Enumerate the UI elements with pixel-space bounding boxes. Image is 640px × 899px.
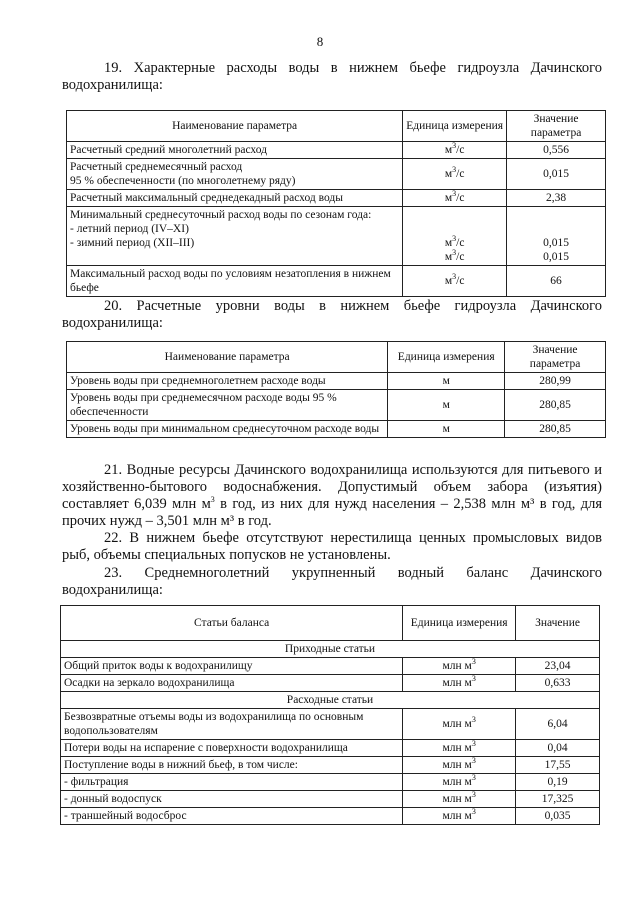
- table-row: [61, 808, 600, 825]
- unit-cell: $м^3/с$: [403, 159, 507, 190]
- table-20-body: [67, 373, 606, 438]
- table-23-header-param: Статьи баланса: [61, 606, 403, 641]
- section-21-text: Водные ресурсы Дачинского водохранилища используются для питьевого и хозяйственно-бытового водоснабжения. Допустимый объем забора (изъятия) составляет 6,039 млн $м^3$ в год, из них для нужд населения – 2,538 млн м³ в год, для прочих нужд – 3,501 млн м³ в год.: [62, 462, 602, 529]
- value-cell: 0,633: [516, 675, 600, 692]
- table-row: [61, 658, 600, 675]
- table-19: [66, 110, 606, 297]
- unit-cell: млн $м^3$: [403, 791, 516, 808]
- value-cell: 0,04: [516, 740, 600, 757]
- param-cell: Расчетный максимальный среднедекадный расход воды: [67, 190, 403, 207]
- value-cell: 2,38: [507, 190, 606, 207]
- param-cell: Уровень воды при среднемноголетнем расходе воды: [67, 373, 388, 390]
- unit-cell: м: [388, 373, 505, 390]
- section-22: [62, 530, 602, 564]
- table-row: [67, 373, 606, 390]
- page-number: 8: [316, 34, 324, 49]
- unit-cell: м: [388, 390, 505, 421]
- unit-cell: млн $м^3$: [403, 675, 516, 692]
- table-row: [61, 675, 600, 692]
- section-22-text: В нижнем бьефе отсутствуют нерестилища ценных промысловых видов рыб, объемы специальных попусков не установлены.: [62, 530, 602, 563]
- section-20-title-text: Расчетные уровни воды в нижнем бьефе гидроузла Дачинского водохранилища:: [62, 298, 603, 331]
- value-cell: 0,015 0,015: [507, 207, 606, 266]
- param-cell: Уровень воды при среднемесячном расходе воды 95 % обеспеченности: [67, 390, 388, 421]
- table-row: [61, 740, 600, 757]
- section-23-title-text: Среднемноголетний укрупненный водный баланс Дачинского водохранилища:: [62, 565, 602, 598]
- section-22-number: 22.: [104, 530, 123, 546]
- value-cell: 17,55: [516, 757, 600, 774]
- table-23-body: [61, 641, 600, 825]
- unit-cell: млн $м^3$: [403, 740, 516, 757]
- unit-cell: $м^3/с$: [403, 190, 507, 207]
- param-cell: Потери воды на испарение с поверхности водохранилища: [61, 740, 403, 757]
- unit-cell: млн $м^3$: [403, 757, 516, 774]
- section-20-title: [62, 298, 602, 332]
- table-row: [61, 757, 600, 774]
- unit-cell: $м^3/с$ $м^3/с$: [403, 207, 507, 266]
- table-row: [67, 159, 606, 190]
- table-row: [67, 142, 606, 159]
- unit-cell: $м^3/с$: [403, 266, 507, 297]
- value-cell: 0,556: [507, 142, 606, 159]
- table-section-row: [61, 641, 600, 658]
- param-cell: - траншейный водосброс: [61, 808, 403, 825]
- table-20-header: [67, 342, 606, 373]
- value-cell: 17,325: [516, 791, 600, 808]
- section-20-number: 20.: [104, 298, 123, 314]
- table-row: [67, 421, 606, 438]
- table-23-header: [61, 606, 600, 641]
- section-21-number: 21.: [104, 462, 123, 478]
- value-cell: 0,19: [516, 774, 600, 791]
- unit-cell: млн $м^3$: [403, 658, 516, 675]
- table-23: [60, 605, 600, 825]
- value-cell: 0,015: [507, 159, 606, 190]
- section-19-title-text: Характерные расходы воды в нижнем бьефе гидроузла Дачинского водохранилища:: [62, 60, 603, 93]
- value-cell: 23,04: [516, 658, 600, 675]
- section-heading: Приходные статьи: [61, 641, 600, 658]
- section-23-title: [62, 565, 602, 599]
- param-cell: Максимальный расход воды по условиям незатопления в нижнем бьефе: [67, 266, 403, 297]
- param-cell: - донный водоспуск: [61, 791, 403, 808]
- unit-cell: млн $м^3$: [403, 774, 516, 791]
- value-cell: 0,035: [516, 808, 600, 825]
- section-21: [62, 462, 602, 530]
- param-cell: Безвозвратные отъемы воды из водохранилища по основным водопользователям: [61, 709, 403, 740]
- unit-cell: млн $м^3$: [403, 808, 516, 825]
- param-cell: Расчетный среднемесячный расход 95 % обеспеченности (по многолетнему ряду): [67, 159, 403, 190]
- value-cell: 280,99: [505, 373, 606, 390]
- table-23-header-unit: Единица измерения: [403, 606, 516, 641]
- table-20-header-param: Наименование параметра: [67, 342, 388, 373]
- table-row: [61, 709, 600, 740]
- param-cell: - фильтрация: [61, 774, 403, 791]
- unit-cell: м: [388, 421, 505, 438]
- value-cell: 66: [507, 266, 606, 297]
- table-row: [61, 791, 600, 808]
- table-19-header-unit: Единица измерения: [403, 111, 507, 142]
- section-19-number: 19.: [104, 60, 123, 76]
- param-cell: Поступление воды в нижний бьеф, в том числе:: [61, 757, 403, 774]
- value-cell: 280,85: [505, 390, 606, 421]
- param-cell: Уровень воды при минимальном среднесуточном расходе воды: [67, 421, 388, 438]
- table-row: [67, 266, 606, 297]
- value-cell: 280,85: [505, 421, 606, 438]
- table-20-header-value: Значение параметра: [505, 342, 606, 373]
- table-19-header-value: Значение параметра: [507, 111, 606, 142]
- table-row: [61, 774, 600, 791]
- table-row: [67, 190, 606, 207]
- table-20: [66, 341, 606, 438]
- section-23-number: 23.: [104, 565, 123, 581]
- table-19-body: [67, 142, 606, 297]
- value-cell: 6,04: [516, 709, 600, 740]
- table-20-header-unit: Единица измерения: [388, 342, 505, 373]
- table-19-header-param: Наименование параметра: [67, 111, 403, 142]
- table-23-header-value: Значение: [516, 606, 600, 641]
- table-section-row: [61, 692, 600, 709]
- param-cell: Минимальный среднесуточный расход воды по сезонам года: - летний период (IV–XI) - зимний период (XII–III): [67, 207, 403, 266]
- param-cell: Расчетный средний многолетний расход: [67, 142, 403, 159]
- unit-cell: млн $м^3$: [403, 709, 516, 740]
- section-heading: Расходные статьи: [61, 692, 600, 709]
- param-cell: Общий приток воды к водохранилищу: [61, 658, 403, 675]
- section-19-title: [62, 60, 602, 94]
- unit-cell: $м^3/с$: [403, 142, 507, 159]
- param-cell: Осадки на зеркало водохранилища: [61, 675, 403, 692]
- table-19-header: [67, 111, 606, 142]
- table-row: [67, 207, 606, 266]
- table-row: [67, 390, 606, 421]
